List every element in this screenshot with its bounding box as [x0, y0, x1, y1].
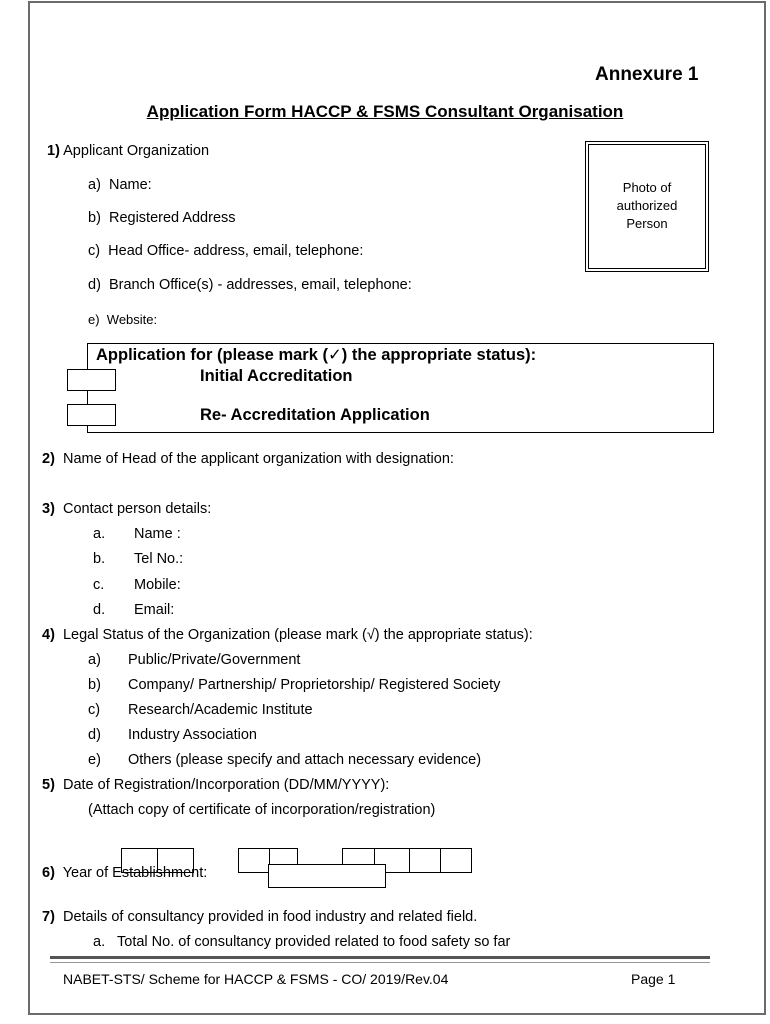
annexure-label: Annexure 1 [595, 64, 699, 85]
s7-item-a-text: Total No. of consultancy provided related to food safety so far [117, 934, 511, 950]
s1-item-e [88, 312, 157, 327]
section-7 [42, 909, 477, 925]
s4-item-d-marker: d) [88, 727, 101, 743]
s3-item-a-marker: a. [93, 526, 106, 542]
s3-item-a-text: Name : [134, 526, 181, 542]
date-box-1[interactable] [238, 848, 270, 873]
section-3-number: 3) [42, 501, 55, 517]
s1-item-a [88, 177, 152, 193]
s3-item-b-marker: b. [93, 551, 106, 567]
s4-item-b-text: Company/ Partnership/ Proprietorship/ Registered Society [128, 677, 501, 693]
section-2-number: 2) [42, 451, 55, 467]
s1-item-d [88, 277, 412, 293]
section-3-label: Contact person details: [62, 501, 212, 517]
year-box-1[interactable] [121, 848, 158, 873]
footer-document-ref: NABET-STS/ Scheme for HACCP & FSMS - CO/ 2019/Rev.04 [63, 971, 449, 987]
s1-item-e-marker: e) [88, 312, 100, 327]
section-4-label: Legal Status of the Organization (please mark (√) the appropriate status): [62, 627, 533, 643]
section-5-note: (Attach copy of certificate of incorporation/registration) [88, 802, 436, 818]
section-2-label: Name of Head of the applicant organization with designation: [62, 451, 454, 467]
section-5-number: 5) [42, 777, 55, 793]
photo-line-1: Photo of [622, 180, 672, 195]
year-entry-box[interactable] [268, 864, 386, 888]
date-box-5[interactable] [409, 848, 441, 873]
section-5 [42, 777, 389, 793]
footer-divider [50, 956, 710, 963]
application-heading: Application for (please mark (✓) the appropriate status): [96, 346, 537, 364]
photo-line-2: authorized [616, 198, 678, 213]
s3-item-c-text: Mobile: [134, 577, 181, 593]
s4-item-c-text: Research/Academic Institute [128, 702, 313, 718]
photo-placeholder [588, 144, 706, 269]
section-6-label: Year of Establishment: [62, 865, 208, 881]
s4-item-a-marker: a) [88, 652, 101, 668]
initial-accreditation-checkbox[interactable] [67, 369, 116, 391]
s1-item-c-text: Head Office- address, email, telephone: [108, 243, 364, 259]
section-4-number: 4) [42, 627, 55, 643]
section-3 [42, 501, 211, 517]
section-5-label: Date of Registration/Incorporation (DD/MM/YYYY): [62, 777, 390, 793]
photo-line-3: Person [626, 216, 668, 231]
s4-item-a-text: Public/Private/Government [128, 652, 301, 668]
section-2 [42, 451, 454, 467]
section-7-label: Details of consultancy provided in food industry and related field. [62, 909, 478, 925]
s1-item-c-marker: c) [88, 243, 101, 259]
re-accreditation-checkbox[interactable] [67, 404, 116, 426]
section-4 [42, 627, 533, 643]
s4-item-e-marker: e) [88, 752, 101, 768]
s3-item-b-text: Tel No.: [134, 551, 184, 567]
form-title: Application Form HACCP & FSMS Consultant Organisation [146, 102, 624, 121]
year-box-2[interactable] [157, 848, 194, 873]
s1-item-b [88, 210, 236, 226]
section-6-number: 6) [42, 865, 55, 881]
s1-item-b-marker: b) [88, 210, 101, 226]
section-1-label: Applicant Organization [63, 143, 210, 159]
s7-item-a-marker: a. [93, 934, 106, 950]
s1-item-c [88, 243, 363, 259]
s1-item-d-marker: d) [88, 277, 101, 293]
section-1 [47, 143, 209, 159]
s1-item-b-text: Registered Address [108, 210, 236, 226]
photo-box[interactable] [585, 141, 709, 272]
s4-item-e-text: Others (please specify and attach necessary evidence) [128, 752, 482, 768]
s3-item-d-marker: d. [93, 602, 106, 618]
s3-item-d-text: Email: [134, 602, 175, 618]
s1-item-a-marker: a) [88, 177, 101, 193]
s1-item-d-text: Branch Office(s) - addresses, email, telephone: [108, 277, 412, 293]
s4-item-d-text: Industry Association [128, 727, 257, 743]
footer-page-number: Page 1 [631, 971, 676, 987]
date-box-6[interactable] [440, 848, 472, 873]
section-7-number: 7) [42, 909, 55, 925]
s4-item-c-marker: c) [88, 702, 101, 718]
s3-item-c-marker: c. [93, 577, 105, 593]
s1-item-a-text: Name: [108, 177, 152, 193]
re-accreditation-label: Re- Accreditation Application [200, 406, 430, 424]
initial-accreditation-label: Initial Accreditation [200, 367, 353, 385]
section-1-number: 1) [47, 143, 60, 159]
s1-item-e-text: Website: [106, 312, 158, 327]
s4-item-b-marker: b) [88, 677, 101, 693]
